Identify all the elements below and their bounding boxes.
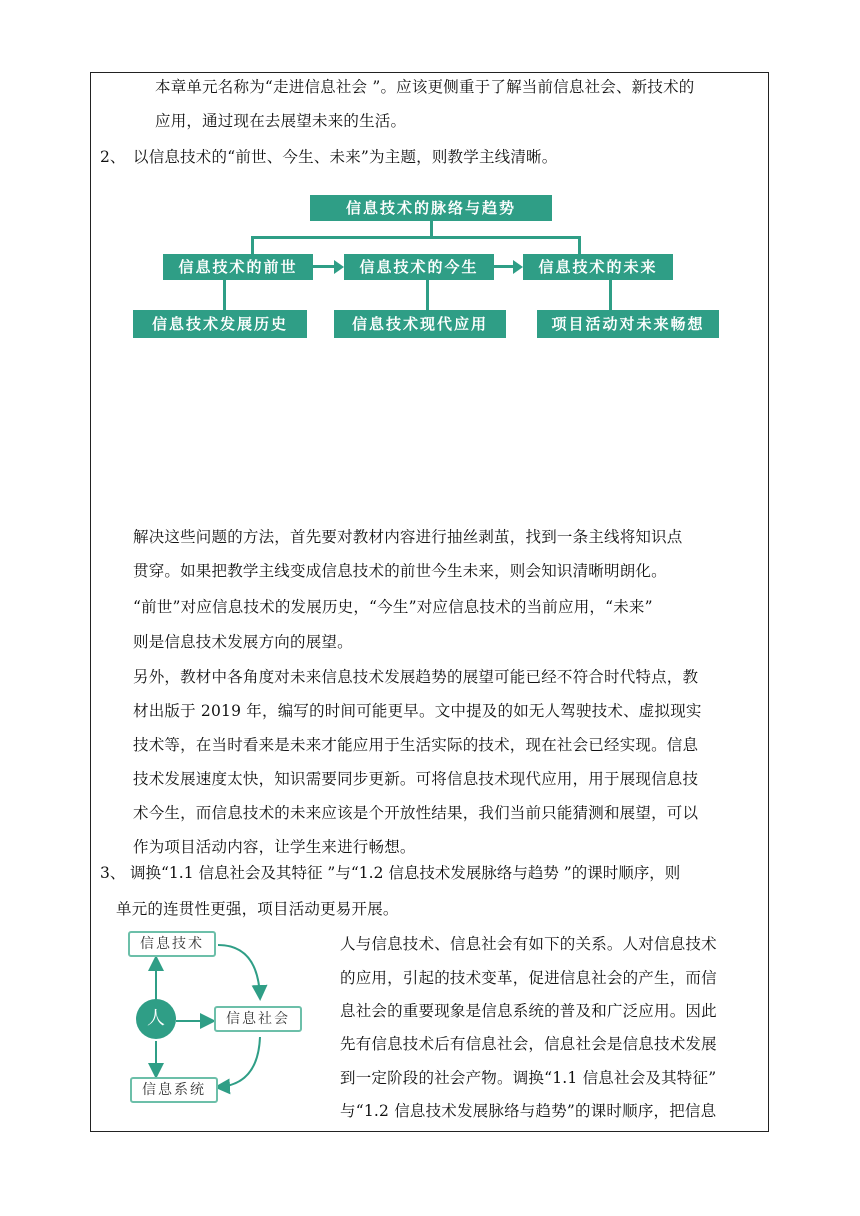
paragraph-line: 则是信息技术发展方向的展望。 bbox=[133, 633, 353, 651]
paragraph-line: “前世”对应信息技术的发展历史，“今生”对应信息技术的当前应用，“未来” bbox=[133, 598, 653, 616]
connector bbox=[609, 280, 612, 310]
paragraph-line: 另外，教材中各角度对未来信息技术发展趋势的展望可能已经不符合时代特点，教 bbox=[133, 668, 699, 686]
list-item-text: 单元的连贯性更强，项目活动更易开展。 bbox=[116, 900, 399, 918]
arrow-line bbox=[494, 265, 514, 268]
paragraph-line: 技术等，在当时看来是未来才能应用于生活实际的技术，现在社会已经实现。信息 bbox=[133, 736, 699, 754]
paragraph-line: 应用，通过现在去展望未来的生活。 bbox=[155, 112, 407, 130]
arrow-line bbox=[313, 265, 335, 268]
paragraph-line: 到一定阶段的社会产物。调换“1.1 信息社会及其特征” bbox=[340, 1069, 717, 1087]
list-number: 2、 bbox=[100, 148, 126, 166]
paragraph-line: 与“1.2 信息技术发展脉络与趋势”的课时顺序，把信息 bbox=[340, 1102, 717, 1120]
paragraph-line: 解决这些问题的方法，首先要对教材内容进行抽丝剥茧，找到一条主线将知识点 bbox=[133, 528, 683, 546]
paragraph-line: 作为项目活动内容，让学生来进行畅想。 bbox=[133, 838, 416, 856]
paragraph-line: 先有信息技术后有信息社会，信息社会是信息技术发展 bbox=[340, 1035, 717, 1053]
relation-node-tech: 信息技术 bbox=[128, 931, 216, 957]
flowchart-node-future: 信息技术的未来 bbox=[523, 254, 673, 280]
paragraph-line: 的应用，引起的技术变革，促进信息社会的产生，而信 bbox=[340, 969, 717, 987]
connector bbox=[251, 236, 581, 239]
relation-node-person: 人 bbox=[136, 999, 176, 1039]
list-item-text: 以信息技术的“前世、今生、未来”为主题，则教学主线清晰。 bbox=[133, 148, 558, 166]
arrow-head bbox=[513, 260, 523, 274]
flowchart-leaf-history: 信息技术发展历史 bbox=[133, 310, 307, 338]
flowchart-leaf-project: 项目活动对未来畅想 bbox=[537, 310, 719, 338]
connector bbox=[251, 236, 254, 254]
list-item-text: 调换“1.1 信息社会及其特征 ”与“1.2 信息技术发展脉络与趋势 ”的课时顺序，则 bbox=[130, 864, 681, 882]
arrow-head bbox=[334, 260, 344, 274]
paragraph-line: 技术发展速度太快，知识需要同步更新。可将信息技术现代应用，用于展现信息技 bbox=[133, 770, 699, 788]
flowchart-node-present: 信息技术的今生 bbox=[344, 254, 494, 280]
flowchart-node-past: 信息技术的前世 bbox=[163, 254, 313, 280]
paragraph-line: 息社会的重要现象是信息系统的普及和广泛应用。因此 bbox=[340, 1002, 717, 1020]
connector bbox=[426, 280, 429, 310]
list-number: 3、 bbox=[100, 864, 126, 882]
paragraph-line: 本章单元名称为“走进信息社会 ”。应该更侧重于了解当前信息社会、新技术的 bbox=[155, 78, 695, 96]
paragraph-line: 术今生，而信息技术的未来应该是个开放性结果，我们当前只能猜测和展望，可以 bbox=[133, 804, 699, 822]
paragraph-line: 材出版于 2019 年，编写的时间可能更早。文中提及的如无人驾驶技术、虚拟现实 bbox=[133, 702, 702, 720]
paragraph-line: 贯穿。如果把教学主线变成信息技术的前世今生未来，则会知识清晰明朗化。 bbox=[133, 562, 667, 580]
connector bbox=[578, 236, 581, 254]
flowchart-leaf-application: 信息技术现代应用 bbox=[334, 310, 506, 338]
connector bbox=[223, 280, 226, 310]
relation-node-system: 信息系统 bbox=[130, 1077, 218, 1103]
flowchart-top-node: 信息技术的脉络与趋势 bbox=[310, 195, 552, 221]
paragraph-line: 人与信息技术、信息社会有如下的关系。人对信息技术 bbox=[340, 935, 717, 953]
relation-node-society: 信息社会 bbox=[214, 1006, 302, 1032]
